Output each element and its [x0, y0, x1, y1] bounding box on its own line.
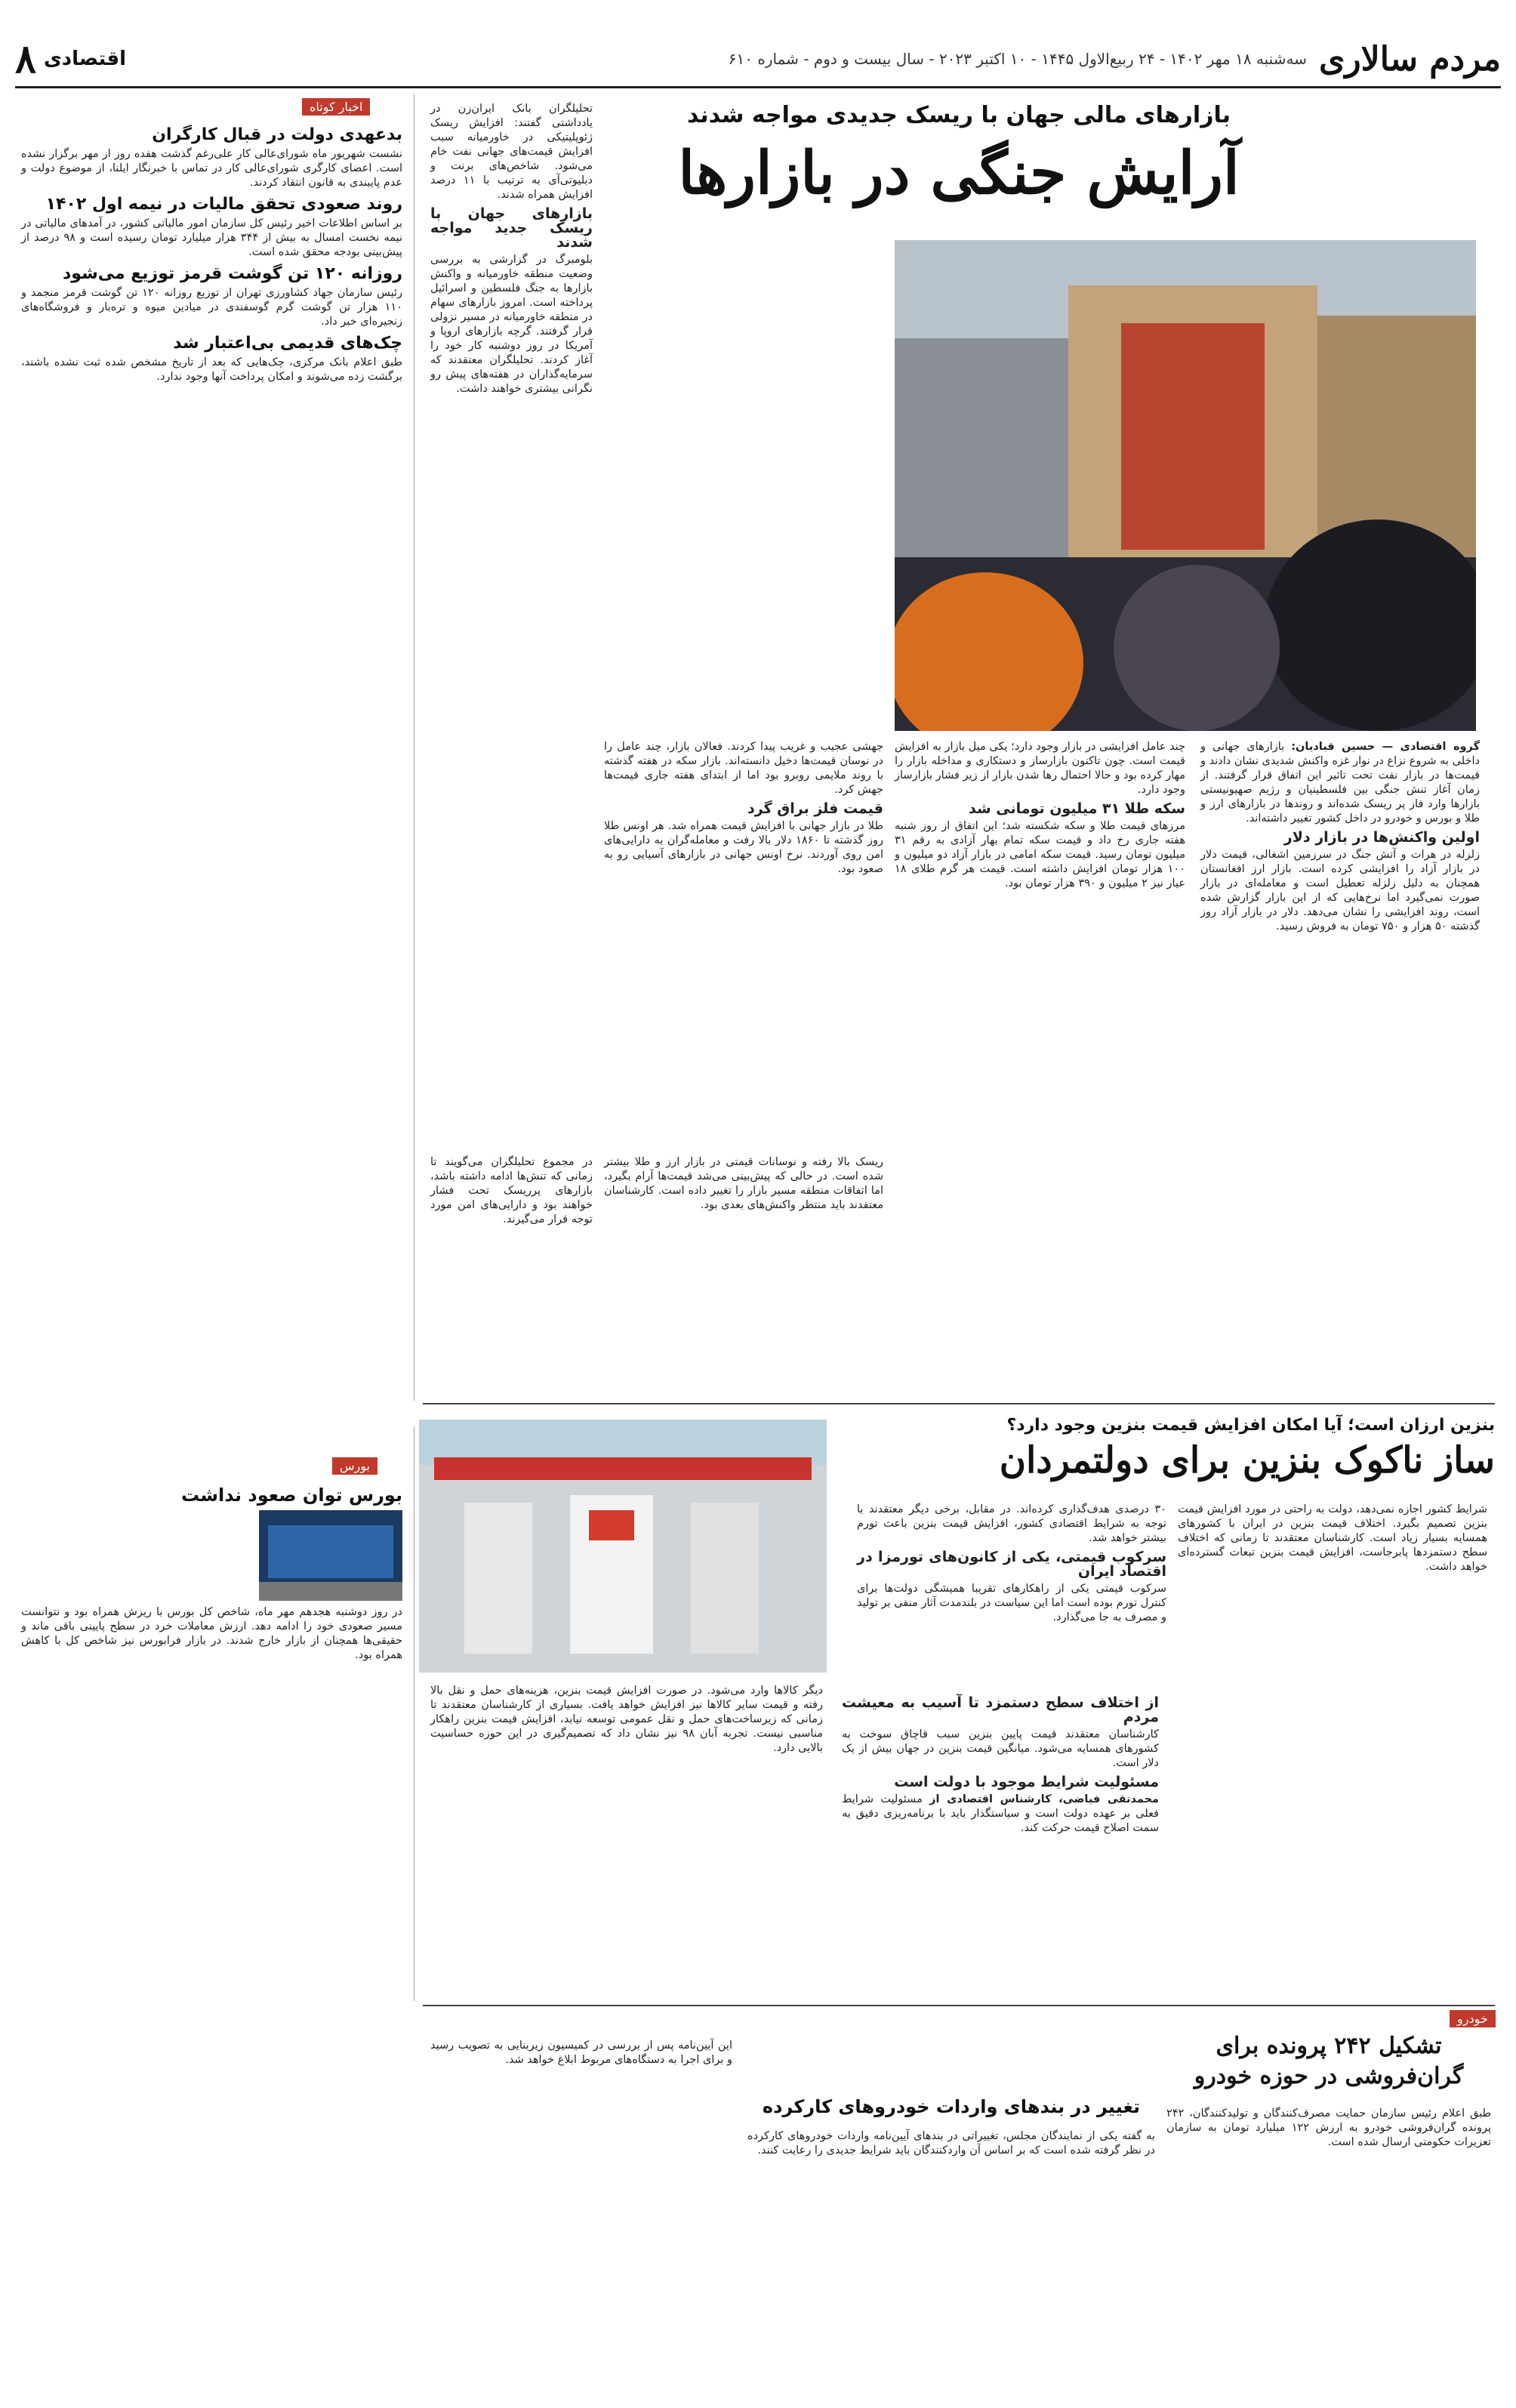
fuel-col-4: دیگر کالاها وارد می‌شود. در صورت افزایش قیمت بنزین، هزینه‌های حمل و نقل بالا رفته و قیمت سایر کالاها نیز افزایش خواهد یافت. بسیاری از کارشناسان معتقدند تا زمانی که زیرساخت‌های حمل و نقل عمومی توسعه نیابد، افزایش قیمت بنزین راهکار مناسبی نیست. تجربه آبان ۹۸ نیز نشان داد که تصمیم‌گیری در این حوزه حساسیت بالایی دارد. [430, 1685, 823, 1754]
lead-sub-metal: قیمت فلز براق گرد [747, 800, 883, 817]
page-number: ۸ [15, 35, 36, 82]
sidebar-news [21, 121, 402, 384]
newspaper-name: مردم سالاری [1318, 39, 1501, 79]
fuel-col-1: شرایط کشور اجازه نمی‌دهد، دولت به راحتی در مورد افزایش قیمت بنزین تصمیم بگیرد. اختلاف قیمت بنزین در ایران با کشورهای همسایه بسیار زیاد است. کارشناسان معتقدند تا زمانی که اختلاف سطح دستمزدها پابرجاست، افزایش قیمت بنزین تبعات گسترده‌ای خواهد داشت. [1178, 1503, 1487, 1573]
issue-info: سه‌شنبه ۱۸ مهر ۱۴۰۲ - ۲۴ ربیع‌الاول ۱۴۴۵ - ۱۰ اکتبر ۲۰۲۳ - سال بیست و دوم - شماره ۶۱۰ [728, 50, 1307, 68]
news3-body: رئیس سازمان جهاد کشاورزی تهران از توزیع روزانه ۱۲۰ تن گوشت قرمز منجمد و ۱۱۰ هزار تن گوشت گرم گوسفندی در میادین میوه و تره‌بار و فروشگاه‌های زنجیره‌ای خبر داد. [21, 287, 402, 328]
gas-station-image [419, 1420, 827, 1673]
fuel-byline: محمدتقی فیاضی، کارشناس اقتصادی از [929, 1793, 1160, 1805]
auto-sub-box [747, 2092, 1155, 2120]
lead-col-6: در مجموع تحلیلگران می‌گویند تا زمانی که تنش‌ها ادامه داشته باشد، بازارهای پرریسک تحت فشار خواهند بود و دارایی‌های امن مورد توجه قرار می‌گیرند. [430, 1156, 593, 1226]
lead-col-5: ریسک بالا رفته و نوسانات قیمتی در بازار ارز و طلا بیشتر شده است. در حالی که پیش‌بینی می‌شد قیمت‌ها آرام بگیرد، اما اتفاقات منطقه مسیر بازار را تغییر داده است. کارشناسان معتقدند باید منتظر واکنش‌های بعدی بود. [604, 1156, 883, 1211]
news1-body: نشست شهریور ماه شورای‌عالی کار علی‌رغم گذشت هفده روز از مهر برگزار نشده است. اعضای کارگری شورای‌عالی کار در تماس با خبرنگار ایلنا، از موضوع دولت و عدم پایبندی به قانون انتقاد کردند. [21, 148, 402, 189]
fuel-sub-resp: مسئولیت شرایط موجود با دولت است [894, 1774, 1159, 1790]
auto-col-2: به گفته یکی از نمایندگان مجلس، تغییراتی در بندهای آیین‌نامه واردات خودروهای کارکرده در نظر گرفته شده است که بر اساس آن واردکنندگان باید شرایط جدیدی را رعایت کنند. [747, 2130, 1155, 2157]
sidebar-bourse [21, 1480, 402, 1663]
fuel-sub-gap: از اختلاف سطح دستمزد تا آسیب به معیشت مردم [842, 1694, 1159, 1725]
bourse-photo [259, 1510, 402, 1601]
fuel-photo [419, 1420, 827, 1673]
tag-bourse: بورس [332, 1457, 377, 1475]
news2-body: بر اساس اطلاعات اخیر رئیس کل سازمان امور مالیاتی کشور، در آمدهای مالیاتی در نیمه نخست امسال به بیش از ۳۴۴ هزار میلیارد تومان رسیده است و ۹۸ درصد از پیش‌بینی بودجه محقق شده است. [21, 217, 402, 258]
fuel-col-2: ۳۰ درصدی هدف‌گذاری کرده‌اند. در مقابل، برخی دیگر معتقدند با توجه به شرایط اقتصادی کشور، افزایش قیمت بنزین باعث تورم بیشتر خواهد شد. سرکوب قیمتی، یکی از کانون‌های تورمزا در اقتصاد ایران سرکوب قیمتی یکی از راهکارهای تقریبا همیشگی دولت‌ها برای کنترل تورم بوده است اما این سیاست در بلندمدت آثار منفی بر تولید و مصرف به جا می‌گذارد. [857, 1503, 1166, 1623]
news1-title: بدعهدی دولت در قبال کارگران [152, 125, 402, 144]
section-name: اقتصادی [43, 48, 127, 70]
fuel-col-3: از اختلاف سطح دستمزد تا آسیب به معیشت مردم کارشناسان معتقدند قیمت پایین بنزین سبب قاچاق سوخت به کشورهای همسایه می‌شود. میانگین قیمت بنزین در جهان بیش از یک دلار است. مسئولیت شرایط موجود با دولت است محمدتقی فیاضی، کارشناس اقتصادی از مسئولیت شرایط فعلی بر عهده دولت است و سیاستگذار باید با برنامه‌ریزی دقیق به سمت اصلاح قیمت حرکت کند. [842, 1694, 1160, 1834]
lead-col-2: چند عامل افزایشی در بازار وجود دارد؛ یکی میل بازار به افزایش قیمت است. چون تاکنون بازارساز و دستکاری و مداخله بازار را مهار کرده بود و حالا احتمال رها شدن بازار از زیر فشار بازارساز وجود دارد. سکه طلا ۳۱ میلیون تومانی شد مرزهای قیمت طلا و سکه شکسته شد؛ این اتفاق از روز شنبه هفته جاری رخ داد و قیمت سکه تمام بهار آزادی به رقم ۳۱ میلیون تومان رسید. قیمت سکه امامی در بازار آزاد دو میلیون و ۱۰۰ هزار تومان افزایش داشته است. قیمت هر گرم طلای ۱۸ عیار نیز ۲ میلیون و ۳۹۰ هزار تومان بود. [895, 741, 1185, 890]
auto-title: تشکیل ۲۴۲ پرونده برای گران‌فروشی در حوزه خودرو [1194, 2033, 1464, 2089]
lead-col-1: گروه اقتصادی — حسین قبادیان: بازارهای جهانی و داخلی به شروع نزاع در نوار غزه واکنش شدیدی نشان دادند و قیمت‌ها در بازار نفت تحت تاثیر این اتفاق قرار گرفتند. از زمان آغاز تنش جنگی بین فلسطینیان و رژیم صهیونیستی بازارها وارد فاز پر ریسک شده‌اند و روندها در بازارهای ارز و طلا و بورس و خودرو در داخل کشور تغییر داشته‌اند. اولین واکنش‌ها در بازار دلار زلزله در هرات و آتش جنگ در سرزمین اشغالی، قیمت دلار در بازار آزاد را افزایشی کرده است. بازار ارز افغانستان همچنان به دلیل زلزله تعطیل است و معامله‌ای در بازار صورت نمی‌گیرد اما نرخ‌هایی که از این بازار گزارش شده است، روند افزایشی را نشان می‌دهد. دلار در بازار آزاد روز گذشته ۵۰ هزار و ۷۵۰ تومان به فروش رسید. [1200, 741, 1480, 933]
lead-title: آرایش جنگی در بازارها [678, 139, 1240, 208]
lead-col-3: جهشی عجیب و غریب پیدا کردند. فعالان بازار، چند عامل را در نوسان قیمت‌ها دخیل دانسته‌اند. بازار سکه در هفته گذشته با روند ملایمی روبرو بود اما از ابتدای هفته جاری قیمت‌ها جهش کرد. قیمت فلز براق گرد طلا در بازار جهانی با افزایش قیمت همراه شد. هر اونس طلا روز گذشته تا ۱۸۶۰ دلار بالا رفت و معامله‌گران به دارایی‌های امن روی آوردند. نرخ اونس جهانی در بازارهای آسیایی رو به صعود بود. [604, 741, 883, 875]
fuel-title: ساز ناکوک بنزین برای دولتمردان [999, 1439, 1495, 1481]
stock-board-image [259, 1510, 402, 1601]
masthead [15, 32, 1501, 88]
news4-body: طبق اعلام بانک مرکزی، چک‌هایی که بعد از تاریخ مشخص شده ثبت نشده باشند، برگشت زده می‌شوند و امکان پرداخت آنها وجود ندارد. [21, 356, 402, 383]
tag-auto: خودرو [1450, 2010, 1496, 2027]
section-divider [423, 2005, 1495, 2006]
lead-sub-gold: سکه طلا ۳۱ میلیون تومانی شد [969, 800, 1185, 817]
lead-kicker: بازارهای مالی جهان با ریسک جدیدی مواجه شدند [686, 102, 1231, 128]
news4-title: چک‌های قدیمی بی‌اعتبار شد [173, 334, 402, 353]
fuel-kicker: بنزین ارزان است؛ آیا امکان افزایش قیمت بنزین وجود دارد؟ [1006, 1416, 1495, 1435]
bourse-body: در روز دوشنبه هجدهم مهر ماه، شاخص کل بورس با ریزش همراه بود و نتوانست مسیر صعودی خود را ادامه دهد. ارزش معاملات خرد در سطح پایینی باقی ماند و حقیقی‌ها همچنان از بازار خارج شدند. در بازار فرابورس نیز شاخص کل با کاهش همراه بود. [21, 1606, 402, 1661]
exchange-crowd-image [895, 240, 1476, 731]
auto-col-1: طبق اعلام رئیس سازمان حمایت مصرف‌کنندگان و تولیدکنندگان، ۲۴۲ پرونده گران‌فروشی خودرو به ارزش ۱۲۲ میلیارد تومان به سازمان تعزیرات حکومتی ارسال شده است. [1166, 2107, 1491, 2148]
news2-title: روند صعودی تحقق مالیات در نیمه اول ۱۴۰۲ [45, 195, 402, 214]
fuel-sub-cheap: سرکوب قیمتی، یکی از کانون‌های تورمزا در اقتصاد ایران [857, 1549, 1166, 1580]
lead-col-4: تحلیلگران بانک ایران‌زن در یادداشتی گفتند: افزایش ریسک ژئوپلیتیکی در خاورمیانه سبب افزایش قیمت‌های جهانی نفت خام می‌شود. شاخص‌های برنت و دبلیوتی‌آی به ترتیب با ۱۱ درصد افزایش همراه شدند. بازارهای جهان با ریسک جدید مواجه شدند بلومبرگ در گزارشی به بررسی وضعیت منطقه خاورمیانه و واکنش بازارها به جنگ فلسطین و اسرائیل پرداخته است. امروز بازارهای سهام در منطقه خاورمیانه در مسیر نزولی قرار گرفتند. گرچه بازارهای اروپا و آمریکا در روز دوشنبه کار خود را آغاز کردند. تحلیلگران معتقدند که سرمایه‌گذاران در هفته‌های پیش رو نگرانی بیشتری خواهند داشت. [430, 103, 593, 395]
section-divider [423, 1403, 1495, 1404]
auto-col-3: این آیین‌نامه پس از بررسی در کمیسیون زیربنایی به تصویب رسید و برای اجرا به دستگاه‌های مربوط ابلاغ خواهد شد. [430, 2040, 732, 2066]
tag-news: اخبار کوتاه [302, 98, 370, 116]
lead-sub-world: بازارهای جهان با ریسک جدید مواجه شدند [430, 205, 593, 251]
section-label [15, 36, 126, 82]
bourse-title: بورس توان صعود نداشت [180, 1485, 402, 1506]
lead-photo [895, 240, 1476, 731]
auto-sub: تغییر در بندهای واردات خودروهای کارکرده [762, 2096, 1141, 2117]
lead-byline: گروه اقتصادی — حسین قبادیان: [1291, 741, 1480, 753]
news3-title: روزانه ۱۲۰ تن گوشت قرمز توزیع می‌شود [63, 264, 402, 283]
auto-header [1166, 2031, 1491, 2092]
lead-sub-dollar: اولین واکنش‌ها در بازار دلار [1283, 829, 1480, 846]
